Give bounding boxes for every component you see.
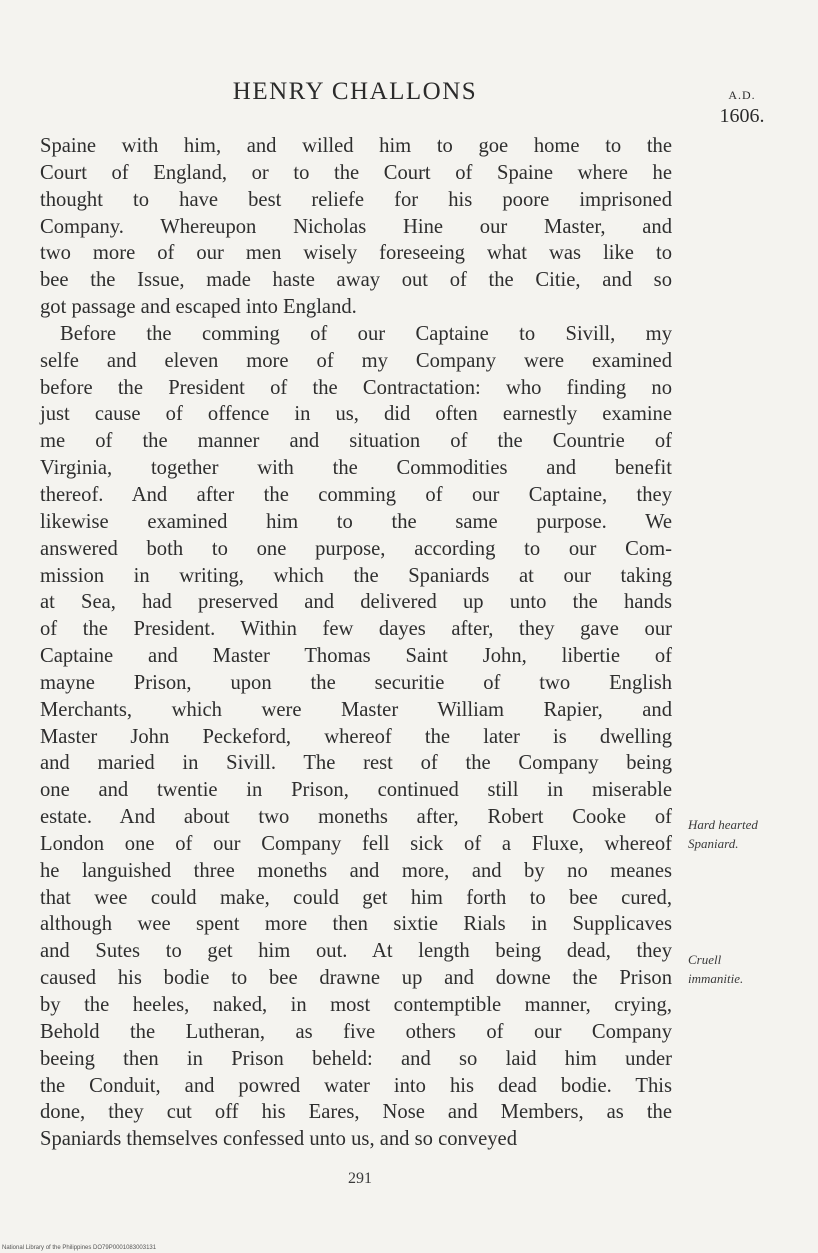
text-line: London one of our Company fell sick of a Fluxe, whereof xyxy=(40,832,672,855)
text-line: by the heeles, naked, in most contemptible manner, crying, xyxy=(40,994,672,1016)
text-line: likewise examined him to the same purpose. We xyxy=(40,510,672,533)
text-line: caused his bodie to bee drawne up and downe the Prison xyxy=(40,967,672,990)
text-line: Master John Peckeford, whereof the later is dwelling xyxy=(40,725,672,748)
sidenote-line: immanitie. xyxy=(688,971,744,986)
running-head-title: HENRY CHALLONS xyxy=(232,78,478,105)
sidenote-line: Hard hearted xyxy=(688,817,758,832)
text-line: Spaniards themselves confessed unto us, and so conveyed xyxy=(40,1128,517,1151)
sidenote-line: Spaniard. xyxy=(688,836,739,851)
text-line: beeing then in Prison beheld: and so laid him under xyxy=(40,1047,672,1070)
text-line: just cause of offence in us, did often earnestly examine xyxy=(40,403,672,426)
text-line: the Conduit, and powred water into his dead bodie. This xyxy=(40,1074,672,1097)
sidenote-line: Cruell xyxy=(688,952,722,967)
text-line: estate. And about two moneths after, Robert Cooke of xyxy=(40,806,672,829)
sidenote-cruell xyxy=(688,950,743,988)
text-line: before the President of the Contractation: who finding no xyxy=(40,376,672,399)
text-line: and maried in Sivill. The rest of the Company being xyxy=(40,752,672,775)
text-line: done, they cut off his Eares, Nose and Members, as the xyxy=(40,1101,672,1124)
text-line: although wee spent more then sixtie Rials in Supplicaves xyxy=(40,913,672,936)
text-line: mission in writing, which the Spaniards at our taking xyxy=(40,564,672,587)
text-line: Virginia, together with the Commodities and benefit xyxy=(40,457,672,480)
text-line: and Sutes to get him out. At length being dead, they xyxy=(40,940,672,963)
text-line: at Sea, had preserved and delivered up unto the hands xyxy=(40,591,672,614)
year-value: 1606. xyxy=(719,105,765,127)
text-line: Captaine and Master Thomas Saint John, libertie of xyxy=(40,645,672,668)
text-line: selfe and eleven more of my Company were examined xyxy=(40,349,672,372)
text-line: one and twentie in Prison, continued still in miserable xyxy=(40,779,672,802)
text-line: bee the Issue, made haste away out of the Citie, and so xyxy=(40,269,672,292)
text-line: answered both to one purpose, according to our Com- xyxy=(40,537,672,560)
text-line: Court of England, or to the Court of Spaine where he xyxy=(40,161,672,184)
text-line: Company. Whereupon Nicholas Hine our Master, and xyxy=(40,215,672,238)
text-line: Behold the Lutheran, as five others of our Company xyxy=(40,1020,672,1043)
text-line: he languished three moneths and more, and by no meanes xyxy=(40,859,672,882)
text-line: that wee could make, could get him forth to bee cured, xyxy=(40,886,672,909)
scan-credit: National Library of the Philippines DO79P0001083003131 xyxy=(2,1245,157,1251)
text-line: two more of our men wisely foreseeing what was like to xyxy=(40,242,672,265)
text-line: mayne Prison, upon the securitie of two English xyxy=(40,671,672,694)
year-label: A.D. xyxy=(728,88,756,102)
body-text xyxy=(40,133,672,1153)
text-line: thereof. And after the comming of our Captaine, they xyxy=(40,483,672,506)
text-line: Before the comming of our Captaine to Sivill, my xyxy=(60,322,672,345)
text-line: of the President. Within few dayes after, they gave our xyxy=(40,618,672,641)
page-number: 291 xyxy=(348,1170,372,1187)
year-margin-note xyxy=(712,86,772,128)
sidenote-hard-hearted xyxy=(688,815,758,853)
text-line: Merchants, which were Master William Rapier, and xyxy=(40,698,672,721)
text-line: thought to have best reliefe for his poore imprisoned xyxy=(40,188,672,211)
text-line: got passage and escaped into England. xyxy=(40,296,357,319)
text-line: me of the manner and situation of the Countrie of xyxy=(40,430,672,453)
text-line: Spaine with him, and willed him to goe home to the xyxy=(40,135,672,157)
